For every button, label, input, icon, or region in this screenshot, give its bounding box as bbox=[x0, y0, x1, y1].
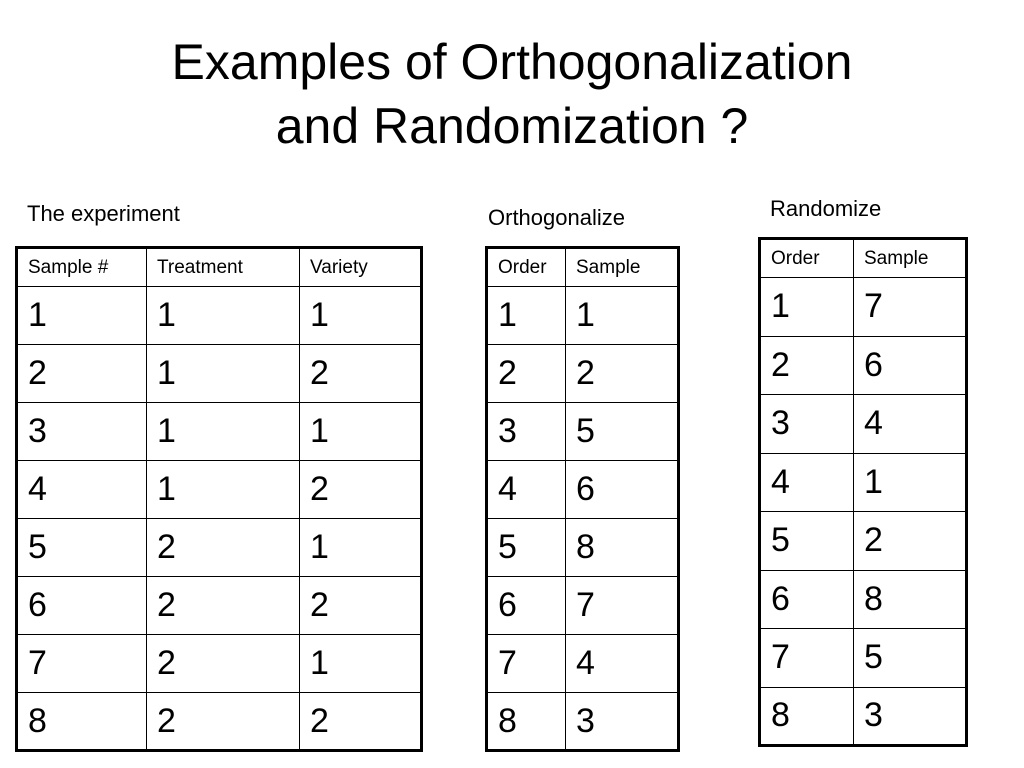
column-header-treatment: Treatment bbox=[147, 248, 300, 287]
table-cell: 5 bbox=[17, 519, 147, 577]
table-row bbox=[760, 512, 967, 571]
table-row bbox=[487, 403, 679, 461]
table-cell: 2 bbox=[300, 345, 422, 403]
table-cell: 8 bbox=[854, 570, 967, 629]
column-header-order: Order bbox=[487, 248, 566, 287]
table-cell: 1 bbox=[300, 635, 422, 693]
table-cell: 1 bbox=[300, 519, 422, 577]
table-header-row bbox=[487, 248, 679, 287]
table-cell: 3 bbox=[487, 403, 566, 461]
table-cell: 5 bbox=[487, 519, 566, 577]
table-row bbox=[760, 395, 967, 454]
table-cell: 7 bbox=[566, 577, 679, 635]
table-cell: 6 bbox=[17, 577, 147, 635]
table-cell: 2 bbox=[760, 336, 854, 395]
table-cell: 2 bbox=[300, 577, 422, 635]
table-row bbox=[487, 519, 679, 577]
slide-title-line-1: Examples of Orthogonalization bbox=[171, 34, 853, 90]
table-cell: 7 bbox=[854, 278, 967, 337]
table-cell: 3 bbox=[17, 403, 147, 461]
table-cell: 1 bbox=[854, 453, 967, 512]
slide-title-line-2: and Randomization ? bbox=[275, 98, 749, 154]
table-cell: 1 bbox=[147, 287, 300, 345]
column-header-order: Order bbox=[760, 239, 854, 278]
table-row bbox=[17, 577, 422, 635]
experiment-caption: The experiment bbox=[27, 201, 180, 226]
table-cell: 4 bbox=[487, 461, 566, 519]
table-cell: 5 bbox=[566, 403, 679, 461]
table-cell: 2 bbox=[300, 693, 422, 751]
table-cell: 1 bbox=[487, 287, 566, 345]
table-cell: 6 bbox=[487, 577, 566, 635]
table-cell: 8 bbox=[760, 687, 854, 746]
table-cell: 2 bbox=[147, 693, 300, 751]
column-header-sample: Sample bbox=[566, 248, 679, 287]
table-cell: 4 bbox=[854, 395, 967, 454]
table-cell: 1 bbox=[300, 287, 422, 345]
table-cell: 4 bbox=[17, 461, 147, 519]
table-cell: 4 bbox=[760, 453, 854, 512]
table-cell: 7 bbox=[17, 635, 147, 693]
table-row bbox=[760, 278, 967, 337]
table-cell: 2 bbox=[566, 345, 679, 403]
table-cell: 2 bbox=[854, 512, 967, 571]
table-cell: 8 bbox=[487, 693, 566, 751]
table-cell: 4 bbox=[566, 635, 679, 693]
table-row bbox=[760, 687, 967, 746]
table-row bbox=[487, 287, 679, 345]
table-row bbox=[487, 693, 679, 751]
table-cell: 1 bbox=[17, 287, 147, 345]
table-cell: 6 bbox=[760, 570, 854, 629]
table-cell: 1 bbox=[300, 403, 422, 461]
table-cell: 7 bbox=[487, 635, 566, 693]
table-cell: 5 bbox=[854, 629, 967, 688]
table-cell: 8 bbox=[17, 693, 147, 751]
table-cell: 3 bbox=[854, 687, 967, 746]
table-row bbox=[17, 461, 422, 519]
table-cell: 2 bbox=[300, 461, 422, 519]
orthogonalize-caption: Orthogonalize bbox=[488, 205, 625, 230]
table-cell: 2 bbox=[17, 345, 147, 403]
table-row bbox=[760, 453, 967, 512]
table-cell: 3 bbox=[566, 693, 679, 751]
randomize-caption: Randomize bbox=[770, 196, 882, 221]
table-row bbox=[487, 461, 679, 519]
orthogonalize-table bbox=[485, 246, 680, 752]
table-row bbox=[17, 345, 422, 403]
table-cell: 1 bbox=[760, 278, 854, 337]
table-row bbox=[487, 635, 679, 693]
table-header-row bbox=[760, 239, 967, 278]
table-cell: 5 bbox=[760, 512, 854, 571]
table-cell: 1 bbox=[147, 461, 300, 519]
table-cell: 2 bbox=[147, 635, 300, 693]
table-cell: 2 bbox=[147, 519, 300, 577]
table-row bbox=[760, 336, 967, 395]
table-cell: 3 bbox=[760, 395, 854, 454]
table-row bbox=[487, 577, 679, 635]
table-header-row bbox=[17, 248, 422, 287]
table-cell: 1 bbox=[147, 345, 300, 403]
table-row bbox=[17, 635, 422, 693]
experiment-table bbox=[15, 246, 423, 752]
table-row bbox=[760, 629, 967, 688]
column-header-variety: Variety bbox=[300, 248, 422, 287]
table-cell: 2 bbox=[487, 345, 566, 403]
table-cell: 8 bbox=[566, 519, 679, 577]
randomize-table bbox=[758, 237, 968, 747]
table-row bbox=[487, 345, 679, 403]
slide-title bbox=[0, 30, 1024, 158]
table-cell: 6 bbox=[566, 461, 679, 519]
column-header-sample-number: Sample # bbox=[17, 248, 147, 287]
table-cell: 1 bbox=[566, 287, 679, 345]
table-row bbox=[17, 693, 422, 751]
table-row bbox=[17, 287, 422, 345]
column-header-sample: Sample bbox=[854, 239, 967, 278]
table-row bbox=[17, 519, 422, 577]
table-row bbox=[760, 570, 967, 629]
table-row bbox=[17, 403, 422, 461]
table-cell: 7 bbox=[760, 629, 854, 688]
table-cell: 2 bbox=[147, 577, 300, 635]
table-cell: 1 bbox=[147, 403, 300, 461]
table-cell: 6 bbox=[854, 336, 967, 395]
